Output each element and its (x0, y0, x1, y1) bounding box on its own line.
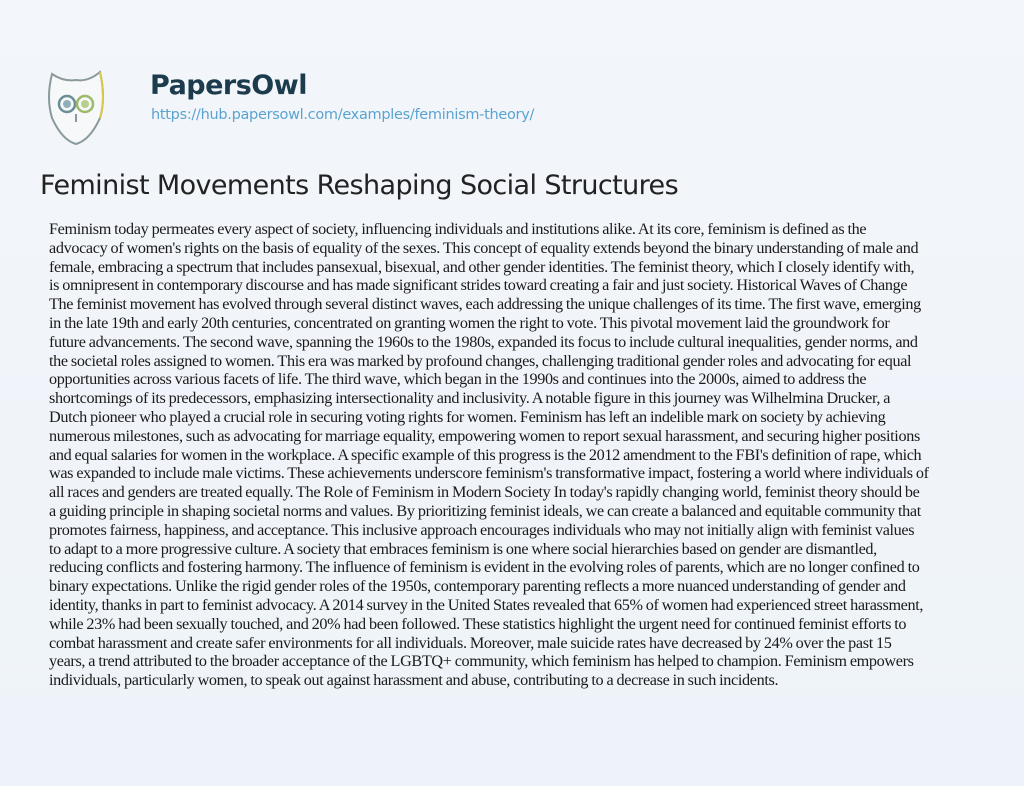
essay-line: promotes fairness, happiness, and acceptance. This inclusive approach encourages individuals who may not initially align with feminist values (49, 520, 915, 539)
essay-line: reducing conflicts and fostering harmony. The influence of feminism is evident in the evolving roles of parents, which are no longer confined to (49, 558, 920, 577)
essay-line: shortcomings of its predecessors, emphasizing intersectionality and inclusivity. A notable figure in this journey was Wilhelmina Drucker, a (49, 389, 891, 408)
essay-line: to adapt to a more progressive culture. A society that embraces feminism is one where social hierarchies based on gender are dismantled, (49, 539, 877, 558)
essay-line: while 23% had been sexually touched, and 20% had been followed. These statistics highlight the urgent need for continued feminist efforts to (49, 614, 907, 633)
papersowl-logo-icon (44, 68, 108, 148)
essay-line: numerous milestones, such as advocating for marriage equality, empowering women to report sexual harassment, and securing higher positions (49, 426, 920, 445)
essay-line: a guiding principle in shaping societal norms and values. By prioritizing feminist ideals, we can create a balanced and equitable community that (49, 501, 921, 520)
essay-line: and equal salaries for women in the workplace. A specific example of this progress is the 2012 amendment to the FBI's definition of rape, which (49, 445, 922, 464)
essay-line: advocacy of women's rights on the basis of equality of the sexes. This concept of equality extends beyond the binary understanding of male and (49, 238, 919, 257)
essay-line: Dutch pioneer who played a crucial role in securing voting rights for women. Feminism has left an indelible mark on society by achieving (49, 407, 886, 426)
essay-line: female, embracing a spectrum that includes pansexual, bisexual, and other gender identities. The feminist theory, which I closely identify with, (49, 257, 915, 276)
essay-line: is omnipresent in contemporary discourse and has made significant strides toward creating a fair and just society. Historical Waves of Change (49, 276, 908, 295)
essay-line: individuals, particularly women, to speak out against harassment and abuse, contributing to a decrease in such incidents. (49, 671, 779, 690)
essay-line: in the late 19th and early 20th centuries, concentrated on granting women the right to vote. This pivotal movement laid the groundwork for (49, 313, 890, 332)
brand-name[interactable]: PapersOwl (150, 70, 307, 101)
essay-line: future advancements. The second wave, spanning the 1960s to the 1980s, expanded its focus to include cultural inequalities, gender norms, and (49, 332, 918, 351)
essay-line: Feminism today permeates every aspect of society, influencing individuals and institutions alike. At its core, feminism is defined as the (49, 220, 867, 238)
page-title: Feminist Movements Reshaping Social Structures (40, 170, 679, 201)
essay-line: The feminist movement has evolved through several distinct waves, each addressing the unique challenges of its time. The first wave, emerging (49, 295, 921, 314)
essay-line: years, a trend attributed to the broader acceptance of the LGBTQ+ community, which feminism has helped to champion. Feminism empowers (49, 652, 914, 671)
essay-line: was expanded to include male victims. These achievements underscore feminism's transformative impact, fostering a world where individuals of (49, 464, 929, 483)
essay-line: binary expectations. Unlike the rigid gender roles of the 1950s, contemporary parenting reflects a more nuanced understanding of gender and (49, 577, 906, 596)
essay-line: opportunities across various facets of life. The third wave, which began in the 1990s and continues into the 2000s, aimed to address the (49, 370, 867, 389)
essay-line: the societal roles assigned to women. This era was marked by profound changes, challenging traditional gender roles and advocating for equal (49, 351, 912, 370)
source-url-link[interactable]: https://hub.papersowl.com/examples/feminism-theory/ (151, 107, 535, 123)
essay-body (49, 220, 1024, 690)
essay-line: identity, thanks in part to feminist advocacy. A 2014 survey in the United States revealed that 65% of women had experienced street harassment, (49, 595, 924, 614)
essay-line: all races and genders are treated equally. The Role of Feminism in Modern Society In today's rapidly changing world, feminist theory should be (49, 483, 920, 502)
essay-line: combat harassment and create safer environments for all individuals. Moreover, male suicide rates have decreased by 24% over the past 15 (49, 633, 892, 652)
